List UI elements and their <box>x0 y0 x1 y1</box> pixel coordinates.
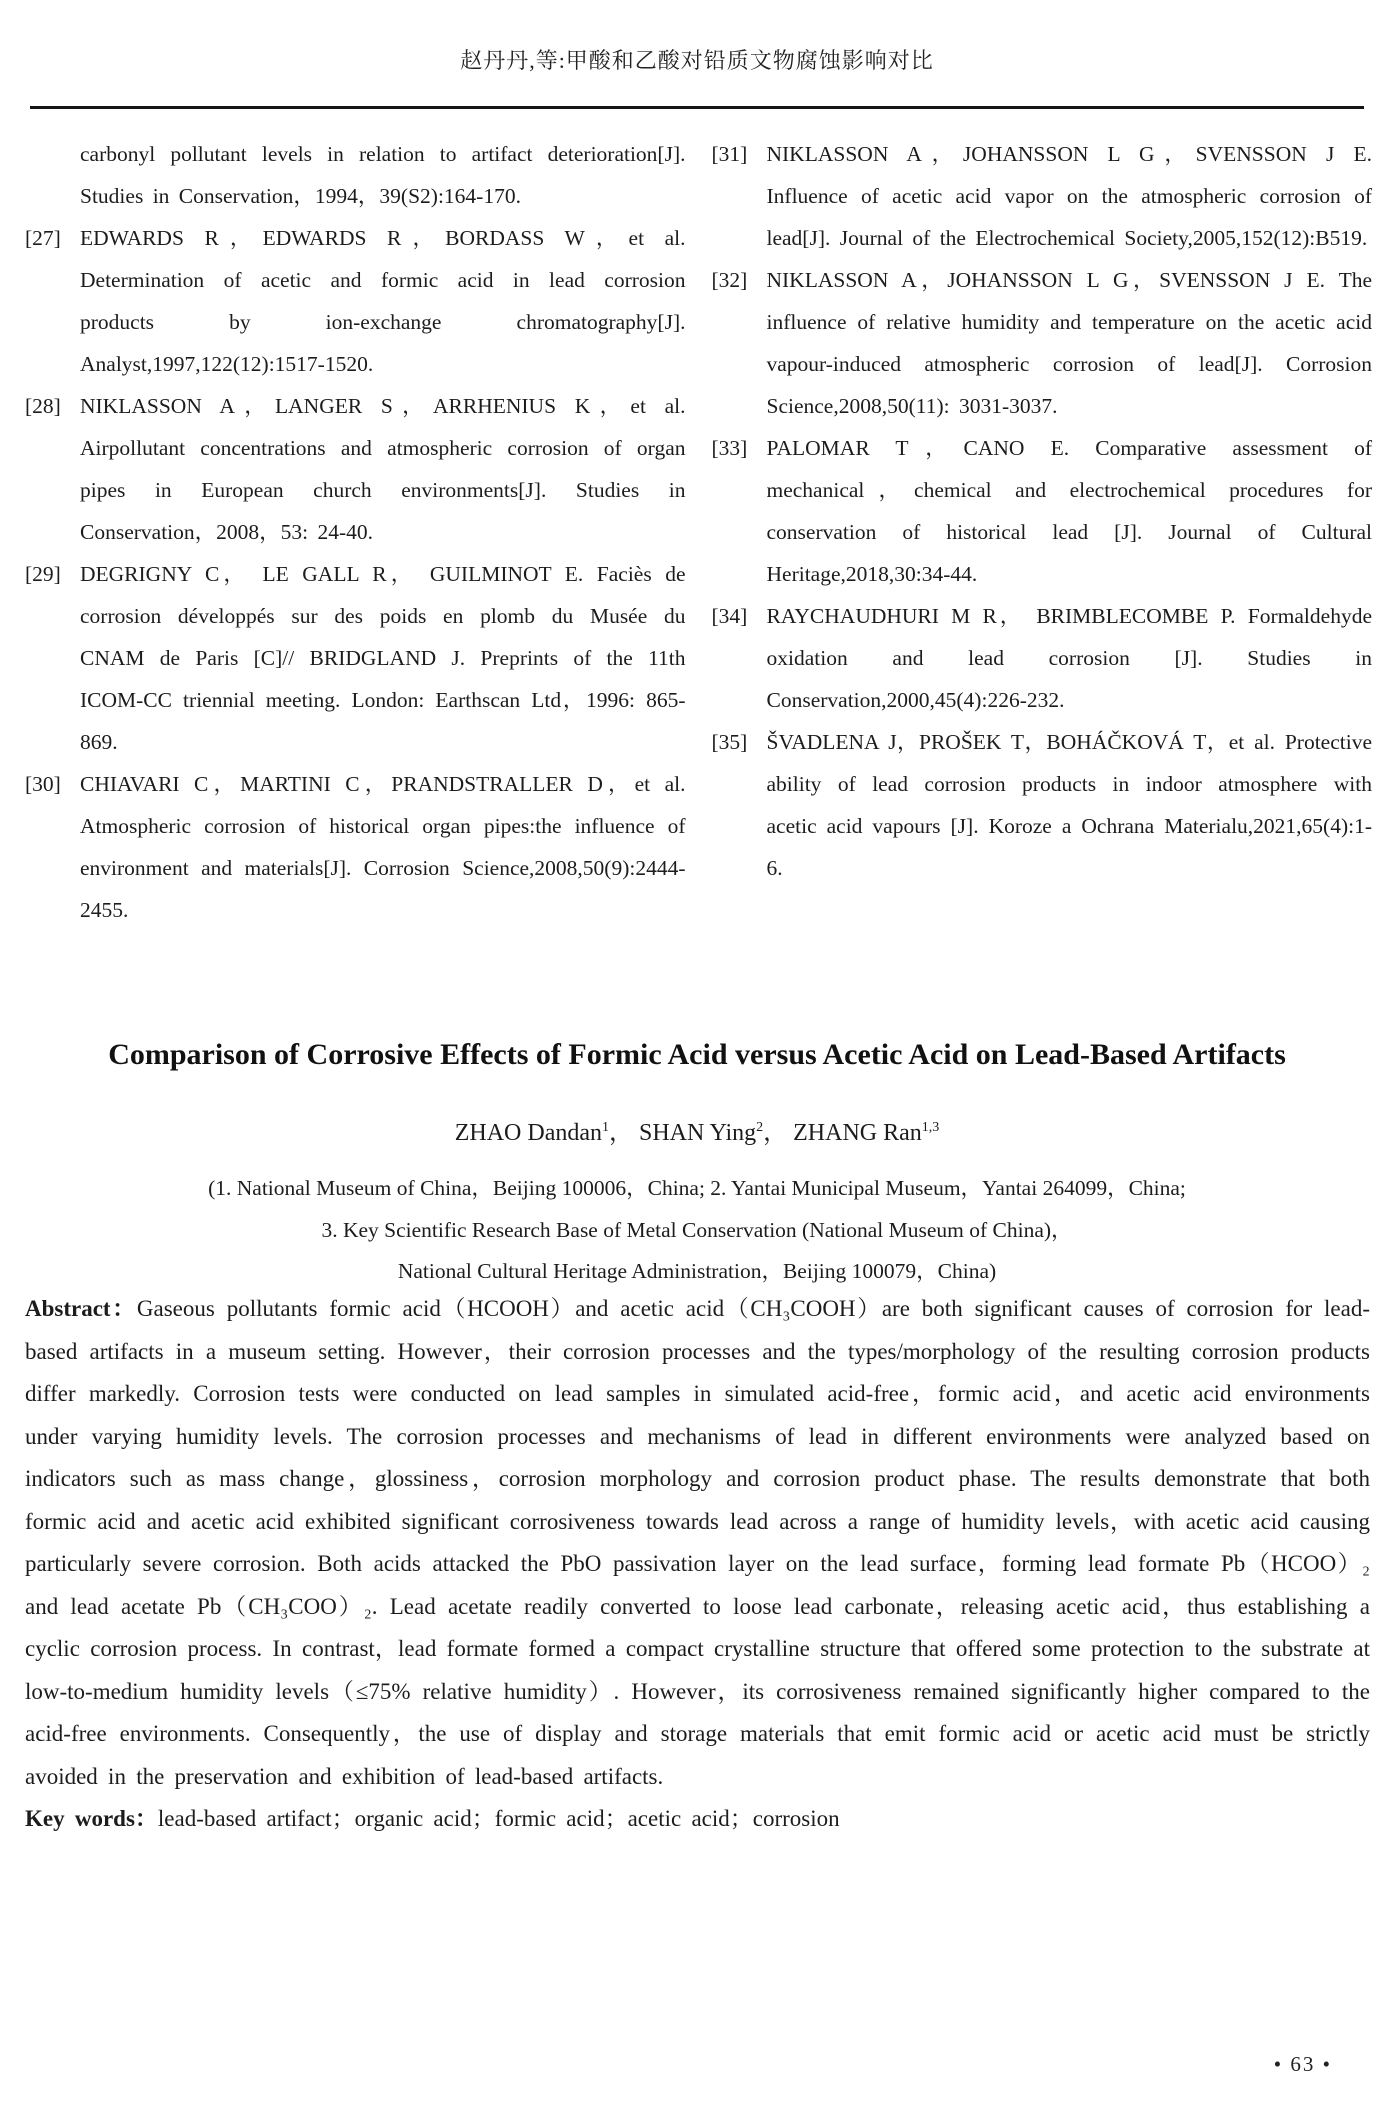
affiliations-block <box>0 1168 1394 1293</box>
reference-text: DEGRIGNY C， LE GALL R， GUILMINOT E. Faciès de corrosion développés sur des poids en plomb du Musée du CNAM de Paris [C]// BRIDGLAND J. Preprints of the 11th ICOM-CC triennial meeting. London: Earthscan Ltd，1996: 865-869. <box>80 562 686 754</box>
author-separator: ， <box>763 1120 788 1146</box>
author-name: ZHAO Dandan <box>454 1120 602 1146</box>
author-separator: ， <box>609 1120 633 1146</box>
header-rule <box>30 106 1364 109</box>
abstract-section <box>25 1288 1370 1841</box>
reference-item <box>712 595 1373 721</box>
reference-number <box>25 133 80 217</box>
reference-number: [33] <box>711 436 748 460</box>
reference-item <box>712 133 1373 259</box>
reference-number: [30] <box>25 772 61 796</box>
article-title: Comparison of Corrosive Effects of Formic Acid versus Acetic Acid on Lead-Based Artifacts <box>108 1038 1286 1071</box>
abstract-label: Abstract： <box>25 1296 137 1321</box>
author-affiliation-superscript: 1,3 <box>921 1120 940 1135</box>
affiliation-line: National Cultural Heritage Administration，Beijing 100079，China) <box>397 1259 997 1283</box>
reference-item <box>25 217 686 385</box>
reference-text: NIKLASSON A，LANGER S，ARRHENIUS K，et al. Airpollutant concentrations and atmospheric corrosion of organ pipes in European church environments[J]. Studies in Conservation，2008，53: 24-40. <box>80 394 686 544</box>
author-affiliation-superscript: 1 <box>602 1120 609 1135</box>
reference-number: [34] <box>711 604 748 628</box>
reference-number: [29] <box>25 562 61 586</box>
references-left-column <box>25 133 686 931</box>
reference-text: carbonyl pollutant levels in relation to artifact deterioration[J]. Studies in Conservation，1994，39(S2):164-170. <box>80 142 686 208</box>
references-section <box>25 133 1372 931</box>
author <box>793 1120 939 1146</box>
reference-number: [27] <box>25 226 61 250</box>
keywords-line <box>25 1798 1370 1841</box>
reference-item <box>25 133 686 217</box>
reference-text: NIKLASSON A，JOHANSSON L G，SVENSSON J E. Influence of acetic acid vapor on the atmospheric corrosion of lead[J]. Journal of the Electrochemical Society,2005,152(12):B519. <box>766 142 1372 250</box>
keywords-text: lead-based artifact；organic acid；formic acid；acetic acid；corrosion <box>157 1806 840 1831</box>
reference-item <box>25 763 686 931</box>
affiliation-line: (1. National Museum of China，Beijing 100006，China; 2. Yantai Municipal Museum，Yantai 264099，China; <box>208 1176 1186 1200</box>
reference-number: [35] <box>711 730 748 754</box>
reference-item <box>712 259 1373 427</box>
reference-text: EDWARDS R，EDWARDS R，BORDASS W，et al. Determination of acetic and formic acid in lead corrosion products by ion-exchange chromatography[J]. Analyst,1997,122(12):1517-1520. <box>80 226 686 376</box>
author-name: SHAN Ying <box>639 1120 757 1146</box>
affiliation-line: 3. Key Scientific Research Base of Metal Conservation (National Museum of China)， <box>321 1217 1073 1242</box>
page-number: • 63 • <box>1273 2052 1332 2076</box>
reference-text: NIKLASSON A，JOHANSSON L G，SVENSSON J E. The influence of relative humidity and temperature on the acetic acid vapour-induced atmospheric corrosion of lead[J]. Corrosion Science,2008,50(11): 3031-3037. <box>766 268 1372 418</box>
reference-item <box>712 427 1373 595</box>
reference-text: PALOMAR T，CANO E. Comparative assessment of mechanical，chemical and electrochemical procedures for conservation of historical lead [J]. Journal of Cultural Heritage,2018,30:34-44. <box>766 436 1372 586</box>
author <box>639 1120 787 1146</box>
references-right-column <box>712 133 1373 931</box>
abstract-text: Gaseous pollutants formic acid（HCOOH）and acetic acid（CH₃COOH）are both significant causes of corrosion for lead-based artifacts in a museum setting. However，their corrosion processes and the types/morphology of the resulting corrosion products differ markedly. Corrosion tests were conducted on lead samples in simulated acid-free，formic acid，and acetic acid environments under varying humidity levels. The corrosion processes and mechanisms of lead in different environments were analyzed based on indicators such as mass change，glossiness，corrosion morphology and corrosion product phase. The results demonstrate that both formic acid and acetic acid exhibited significant corrosiveness towards lead across a range of humidity levels，with acetic acid causing particularly severe corrosion. Both acids attacked the PbO passivation layer on the lead surface，forming lead formate Pb（HCOO）₂ and lead acetate Pb（CH₃COO）₂. Lead acetate readily converted to loose lead carbonate，releasing acetic acid，thus establishing a cyclic corrosion process. In contrast，lead formate formed a compact crystalline structure that offered some protection to the substrate at low-to-medium humidity levels（≤75% relative humidity）. However，its corrosiveness remained significantly higher compared to the acid-free environments. Consequently，the use of display and storage materials that emit formic acid or acetic acid must be strictly avoided in the preservation and exhibition of lead-based artifacts. <box>25 1296 1370 1789</box>
reference-text: ŠVADLENA J，PROŠEK T，BOHÁČKOVÁ T，et al. Protective ability of lead corrosion products in indoor atmosphere with acetic acid vapours [J]. Koroze a Ochrana Materialu,2021,65(4):1-6. <box>766 730 1372 880</box>
reference-text: RAYCHAUDHURI M R， BRIMBLECOMBE P. Formaldehyde oxidation and lead corrosion [J]. Studies in Conservation,2000,45(4):226-232. <box>766 604 1372 712</box>
reference-item <box>25 553 686 763</box>
reference-item <box>712 721 1373 889</box>
reference-number: [32] <box>711 268 748 292</box>
reference-number: [28] <box>25 394 61 418</box>
authors-line <box>0 1112 1394 1147</box>
reference-text: CHIAVARI C，MARTINI C，PRANDSTRALLER D，et al. Atmospheric corrosion of historical organ pipes:the influence of environment and materials[J]. Corrosion Science,2008,50(9):2444-2455. <box>80 772 686 922</box>
keywords-label: Key words： <box>25 1806 158 1831</box>
reference-number: [31] <box>711 142 748 166</box>
abstract-paragraph <box>25 1288 1370 1798</box>
author <box>455 1120 633 1146</box>
author-name: ZHANG Ran <box>793 1120 922 1146</box>
running-head: 赵丹丹,等:甲酸和乙酸对铅质文物腐蚀影响对比 <box>460 48 934 73</box>
author-affiliation-superscript: 2 <box>756 1120 764 1135</box>
reference-item <box>25 385 686 553</box>
